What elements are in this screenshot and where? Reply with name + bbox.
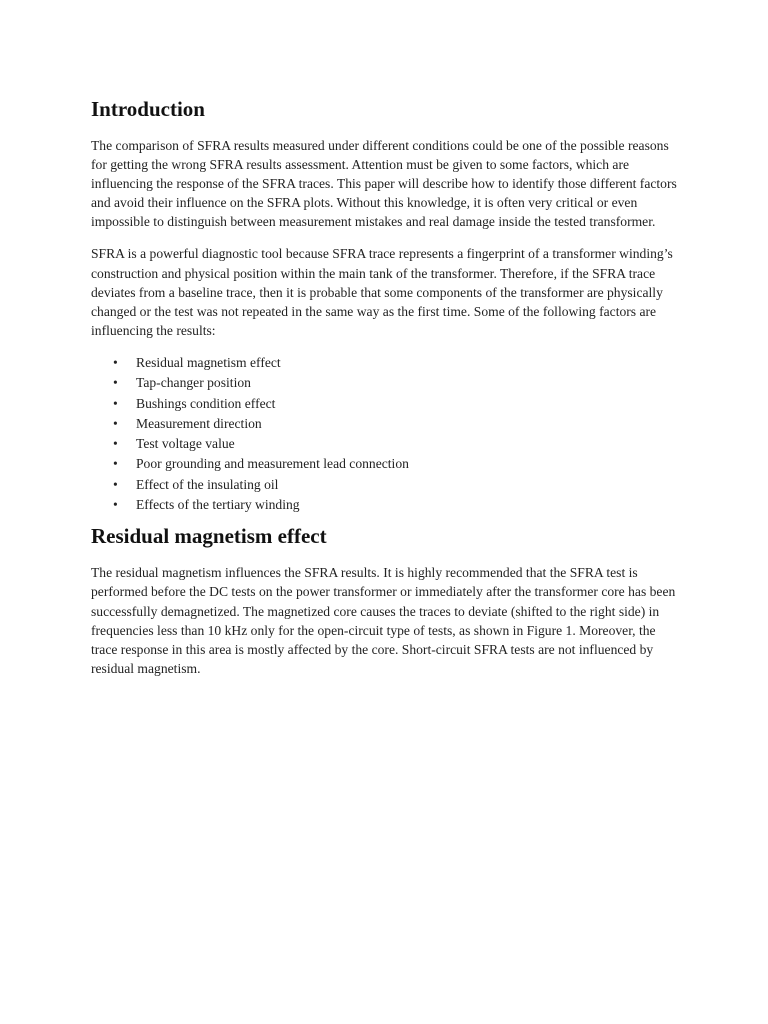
- list-item-text: Effects of the tertiary winding: [136, 497, 300, 513]
- list-item-text: Test voltage value: [136, 436, 235, 452]
- bullet-icon: •: [113, 456, 118, 472]
- section-heading-introduction: Introduction: [91, 97, 205, 121]
- intro-paragraph-1: The comparison of SFRA results measured under different conditions could be one of the possible reasons for getting the wrong SFRA results assessment. Attention must be given to some factors, which are influencing the response of the SFRA traces. This paper will describe how to identify those different factors and avoid their influence on the SFRA plots. Without this knowledge, it is often very critical or even impossible to distinguish between measurement mistakes and real damage inside the tested transformer.: [91, 138, 677, 230]
- section-heading-residual-magnetism: Residual magnetism effect: [91, 524, 327, 549]
- list-item: [91, 475, 681, 495]
- bullet-icon: •: [113, 395, 118, 411]
- list-item-text: Residual magnetism effect: [136, 354, 281, 370]
- bullet-icon: •: [113, 354, 118, 370]
- list-item-text: Effect of the insulating oil: [136, 476, 279, 492]
- list-item-text: Measurement direction: [136, 415, 262, 431]
- list-item: [91, 414, 681, 434]
- list-item-text: Tap-changer position: [136, 375, 251, 391]
- residual-paragraph-1: The residual magnetism influences the SFRA results. It is highly recommended that the SFRA test is performed before the DC tests on the power transformer or immediately after the transformer core has been successfully demagnetized. The magnetized core causes the traces to deviate (shifted to the right side) in frequencies less than 10 kHz only for the open-circuit type of tests, as shown in Figure 1. Moreover, the trace response in this area is mostly affected by the core. Short-circuit SFRA tests are not influenced by residual magnetism.: [91, 565, 676, 676]
- list-item: [91, 353, 681, 373]
- bullet-icon: •: [113, 415, 118, 431]
- list-item: [91, 394, 681, 414]
- bullet-icon: •: [113, 476, 118, 492]
- list-item-text: Poor grounding and measurement lead connection: [136, 456, 409, 472]
- list-item: [91, 434, 681, 454]
- document-page: [91, 96, 681, 691]
- list-item: [91, 454, 681, 474]
- bullet-icon: •: [113, 375, 118, 391]
- list-item: [91, 495, 681, 515]
- factors-list: [91, 353, 681, 515]
- list-item-text: Bushings condition effect: [136, 395, 276, 411]
- bullet-icon: •: [113, 436, 118, 452]
- bullet-icon: •: [113, 497, 118, 513]
- list-item: [91, 373, 681, 393]
- intro-paragraph-2: SFRA is a powerful diagnostic tool because SFRA trace represents a fingerprint of a transformer winding’s construction and physical position within the main tank of the transformer. Therefore, if the SFRA trace deviates from a baseline trace, then it is probable that some components of the transformer are physically changed or the test was not repeated in the same way as the first time. Some of the following factors are influencing the results:: [91, 246, 673, 338]
